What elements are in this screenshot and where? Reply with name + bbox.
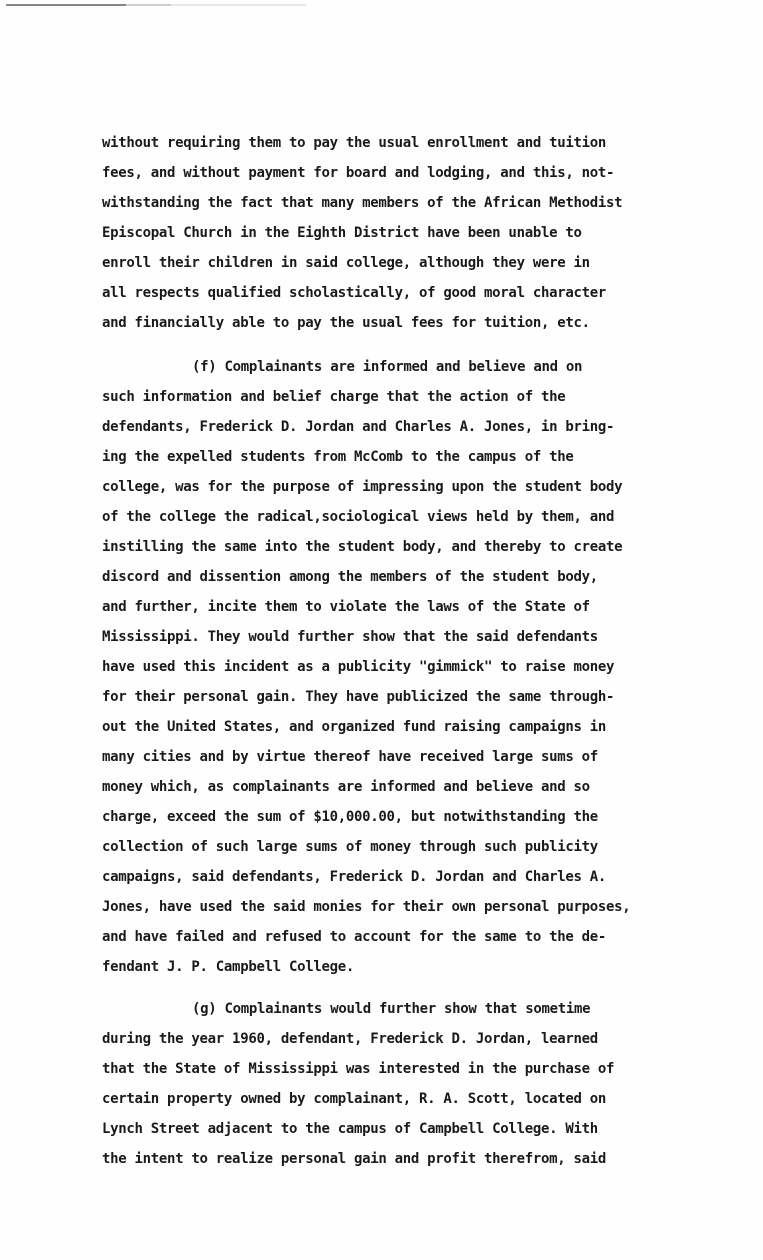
text-line: campaigns, said defendants, Frederick D. Jordan and Charles A.	[102, 869, 606, 885]
text-line: have used this incident as a publicity "gimmick" to raise money	[102, 659, 615, 675]
text-line: certain property owned by complainant, R. A. Scott, located on	[102, 1091, 606, 1107]
paragraph-g	[102, 994, 680, 1174]
text-line: withstanding the fact that many members of the African Methodist	[102, 195, 623, 211]
text-line: Lynch Street adjacent to the campus of Campbell College. With	[102, 1121, 598, 1137]
text-line: Episcopal Church in the Eighth District have been unable to	[102, 225, 582, 241]
paragraph-e-continuation	[102, 128, 680, 338]
text-line: Mississippi. They would further show that the said defendants	[102, 629, 598, 645]
text-line: money which, as complainants are informed and believe and so	[102, 779, 590, 795]
text-line: of the college the radical,sociological views held by them, and	[102, 509, 615, 525]
text-line: that the State of Mississippi was interested in the purchase of	[102, 1061, 615, 1077]
text-line: for their personal gain. They have publicized the same through-	[102, 689, 615, 705]
text-line: Jones, have used the said monies for their own personal purposes,	[102, 899, 631, 915]
text-line: all respects qualified scholastically, of good moral character	[102, 285, 606, 301]
text-line: out the United States, and organized fund raising campaigns in	[102, 719, 606, 735]
text-line: ing the expelled students from McComb to the campus of the	[102, 449, 574, 465]
text-line: (f) Complainants are informed and believe and on	[192, 359, 583, 375]
text-line: and further, incite them to violate the laws of the State of	[102, 599, 590, 615]
text-line: many cities and by virtue thereof have received large sums of	[102, 749, 598, 765]
text-line: fendant J. P. Campbell College.	[102, 959, 354, 975]
text-line: (g) Complainants would further show that sometime	[192, 1001, 591, 1017]
paragraph-f	[102, 352, 680, 982]
text-line: college, was for the purpose of impressing upon the student body	[102, 479, 623, 495]
text-line: discord and dissention among the members of the student body,	[102, 569, 598, 585]
text-line: enroll their children in said college, although they were in	[102, 255, 590, 271]
scan-edge-mark	[6, 4, 306, 6]
text-line: such information and belief charge that the action of the	[102, 389, 566, 405]
text-line: collection of such large sums of money through such publicity	[102, 839, 598, 855]
text-line: charge, exceed the sum of $10,000.00, but notwithstanding the	[102, 809, 598, 825]
text-line: the intent to realize personal gain and profit therefrom, said	[102, 1151, 606, 1167]
text-line: instilling the same into the student body, and thereby to create	[102, 539, 623, 555]
text-line: and financially able to pay the usual fees for tuition, etc.	[102, 315, 590, 331]
text-line: and have failed and refused to account for the same to the de-	[102, 929, 606, 945]
text-line: defendants, Frederick D. Jordan and Charles A. Jones, in bring-	[102, 419, 615, 435]
text-line: during the year 1960, defendant, Frederick D. Jordan, learned	[102, 1031, 598, 1047]
text-line: fees, and without payment for board and lodging, and this, not-	[102, 165, 615, 181]
text-line: without requiring them to pay the usual enrollment and tuition	[102, 135, 606, 151]
